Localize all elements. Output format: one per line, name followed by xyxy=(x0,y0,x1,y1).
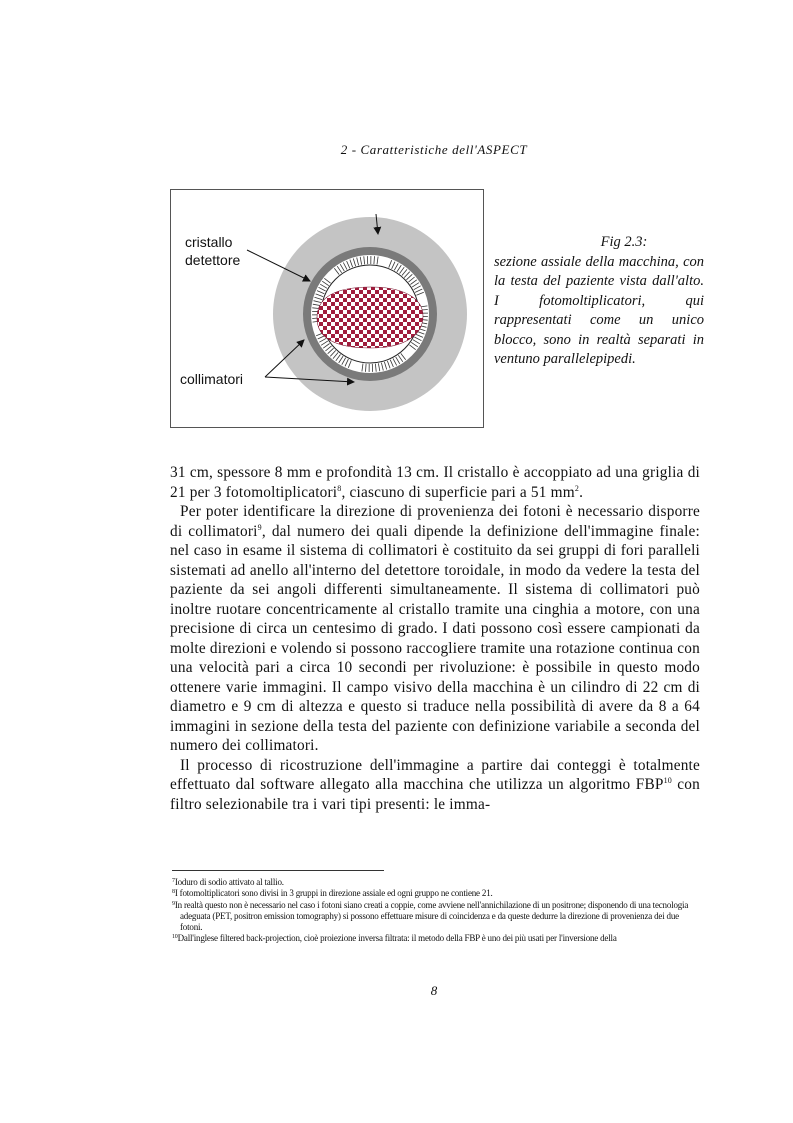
body-text xyxy=(170,463,700,814)
page-number: 8 xyxy=(430,983,438,998)
running-header: 2 - Caratteristiche dell'ASPECT xyxy=(340,142,528,157)
footnote-number: 8 xyxy=(172,889,175,896)
label-collimators: collimatori xyxy=(180,371,244,387)
p2-text-b: , dal numero dei quali dipende la definizione dell'immagine finale: nel caso in esame il sistema di collimatori è costituito da sei gruppi di fori paralleli sistemati ad anello all'interno del detettore toroidale, in modo da vedere la testa del paziente da sei angoli differenti simultaneamente. Il sistema di collimatori può inoltre ruotare concentricamente al cristallo tramite una cinghia a motore, con una precisione di circa un centesimo di grado. I dati possono così essere campionati da molte direzioni e volendo si possono raccogliere tramite una rotazione continua con una velocità pari a circa 10 secondi per rivoluzione: è possibile in questo modo ottenere varie immagini. Il campo visivo della macchina è un cilindro di 22 cm di diametro e 9 cm di altezza e questo si traduce nella possibilità di avere da 8 a 64 immagini in sezione della testa del paziente con definizione variabile a seconda del numero dei collimatori. xyxy=(170,522,700,754)
footnote-ref-8: 8 xyxy=(337,483,342,493)
footnotes xyxy=(172,877,700,945)
caption-text: sezione assiale della macchina, con la testa del paziente vista dall'alto. I fotomoltiplicatori, qui rappresentati come un unico blocco, sono in realtà separati in ventuno parallelepipedi. xyxy=(494,253,704,367)
label-crystal-line1: cristallo xyxy=(185,234,233,250)
axial-section-diagram xyxy=(171,190,485,429)
footnote-text: Ioduro di sodio attivato al tallio. xyxy=(174,877,284,887)
superscript-2: 2 xyxy=(574,483,580,493)
footnote-8 xyxy=(172,888,700,899)
footnote-9 xyxy=(172,900,700,934)
footnote-number: 9 xyxy=(172,900,175,907)
figure-2-3 xyxy=(170,189,484,428)
footnote-ref-9: 9 xyxy=(257,522,262,532)
footnote-text: In realtà questo non è necessario nel caso i fotoni siano creati a coppie, come avviene nell'annichilazione di un positrone; disponendo di una tecnologia adeguata (PET, positron emission tomography) si possono effettuare misure di coincidenza e da queste dedurre la direzione di provenienza dei due fotoni. xyxy=(174,899,689,933)
patient-head xyxy=(317,287,423,348)
p3-text-a: Il processo di ricostruzione dell'immagine a partire dai conteggi è totalmente effettuato dal software allegato alla macchina che utilizza un algoritmo FBP xyxy=(170,756,700,793)
paragraph-2 xyxy=(170,502,700,756)
footnote-rule xyxy=(172,870,384,871)
footnote-ref-10: 10 xyxy=(663,776,672,785)
footnote-7 xyxy=(172,877,700,888)
p3-text-b: con filtro selezionabile tra i vari tipi presenti: le imma- xyxy=(170,776,700,813)
figure-caption xyxy=(494,233,704,370)
paragraph-3 xyxy=(170,756,700,815)
footnote-10 xyxy=(172,933,700,944)
footnote-text: Dall'inglese filtered back-projection, cioè proiezione inversa filtrata: il metodo della FBP è uno dei più usati per l'inversione della xyxy=(177,933,617,944)
caption-title: Fig 2.3: xyxy=(600,234,648,250)
p1-text-c: . xyxy=(579,483,584,501)
footnote-number: 7 xyxy=(172,878,175,884)
footnote-text: I fotomoltiplicatori sono divisi in 3 gruppi in direzione assiale ed ogni gruppo ne contiene 21. xyxy=(174,888,493,899)
p2-text-a: Per poter identificare la direzione di provenienza dei fotoni è necessario disporre di collimatori xyxy=(170,503,700,540)
p1-text-a: 31 cm, spessore 8 mm e profondità 13 cm. Il cristallo è accoppiato ad una griglia di 21 per 3 fotomoltiplicatori xyxy=(170,464,700,501)
paragraph-1 xyxy=(170,463,700,502)
p1-text-b: , ciascuno di superficie pari a 51 mm xyxy=(341,483,575,501)
label-crystal-line2: detettore xyxy=(185,252,241,268)
footnote-number: 10 xyxy=(172,934,178,941)
